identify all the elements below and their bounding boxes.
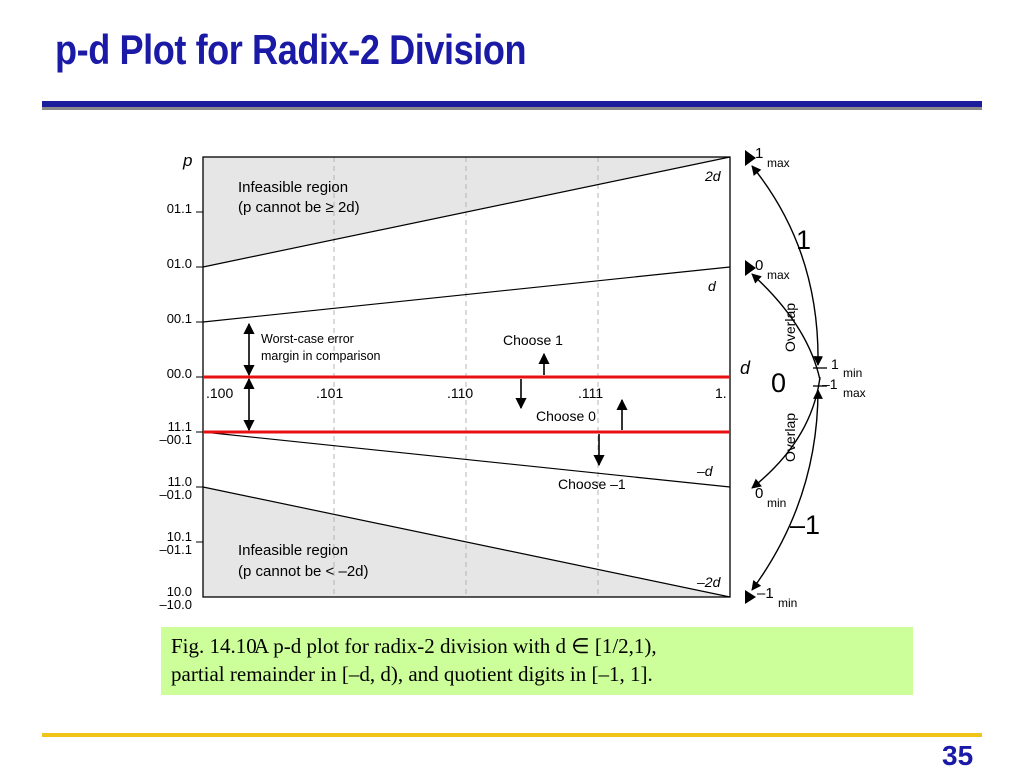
y-label-upper: 10.1 [166, 529, 192, 544]
minus-one-max-label: –1 [822, 376, 838, 392]
y-label-lower: –01.1 [159, 542, 192, 557]
label-d: d [708, 278, 716, 294]
one-max-sub: max [767, 156, 790, 170]
page-number: 35 [942, 740, 974, 771]
minus-one-min-label: –1 [757, 585, 774, 602]
caption-figure-number: Fig. 14.10 [171, 634, 257, 658]
x-label: .100 [206, 385, 234, 401]
choose-1-label: Choose 1 [503, 332, 563, 348]
one-min-sub: min [843, 366, 863, 380]
zero-max-label: 0 [755, 257, 764, 274]
caption-line-1 [171, 632, 905, 660]
choose-minus-1-label: Choose –1 [558, 476, 626, 492]
overlap-label-upper: Overlap [782, 302, 798, 352]
axis-label-p: p [183, 151, 193, 170]
y-label: 01.1 [166, 201, 192, 216]
figure-caption [161, 627, 913, 695]
x-label: .110 [447, 385, 474, 401]
x-axis-labels [206, 385, 727, 401]
zero-max-sub: max [767, 268, 790, 282]
zero-min-sub: min [767, 496, 787, 510]
label-minus-2d: –2d [697, 574, 721, 590]
y-label-upper: 11.0 [167, 474, 192, 489]
infeasible-bottom-note: (p cannot be < –2d) [238, 563, 369, 580]
y-label: 01.0 [166, 256, 192, 271]
digit-one-label: 1 [796, 225, 812, 255]
label-2d: 2d [705, 168, 721, 184]
worst-case-label-1: Worst-case error [261, 332, 354, 346]
choose-0-label: Choose 0 [536, 408, 596, 424]
caption-line-2: partial remainder in [–d, d), and quotient digits in [–1, 1]. [171, 662, 653, 686]
y-label: 00.0 [166, 366, 192, 381]
axis-label-d: d [740, 358, 751, 378]
x-label: .111 [578, 385, 604, 401]
one-max-label: 1 [755, 145, 764, 162]
y-label: 00.1 [166, 311, 192, 326]
x-label: 1. [715, 385, 727, 401]
one-min-label: 1 [831, 356, 839, 372]
x-label: .101 [316, 385, 344, 401]
overlap-label-lower: Overlap [782, 412, 798, 462]
zero-min-label: 0 [755, 485, 764, 502]
label-minus-d: –d [697, 463, 713, 479]
y-axis-labels [159, 201, 192, 612]
digit-zero-label: 0 [771, 368, 787, 398]
minus-one-max-sub: max [843, 386, 866, 400]
caption-line-1-text: A p-d plot for radix-2 division with d ∈ [1/2,1), [254, 634, 657, 658]
y-label-lower: –01.0 [159, 487, 192, 502]
infeasible-top-title: Infeasible region [238, 179, 349, 196]
slide-title: p-d Plot for Radix-2 Division [55, 26, 527, 73]
y-label-lower: –10.0 [159, 597, 192, 612]
footer-divider [42, 733, 982, 737]
minus-one-min-sub: min [778, 596, 798, 610]
infeasible-top-note: (p cannot be ≥ 2d) [238, 199, 360, 216]
infeasible-bottom-title: Infeasible region [238, 542, 349, 559]
y-ticks [196, 212, 203, 542]
y-label-upper: 11.1 [167, 419, 192, 434]
y-label-upper: 10.0 [166, 584, 192, 599]
worst-case-label-2: margin in comparison [261, 349, 381, 363]
y-label-lower: –00.1 [159, 432, 192, 447]
digit-minus-one-label: –1 [790, 510, 821, 540]
